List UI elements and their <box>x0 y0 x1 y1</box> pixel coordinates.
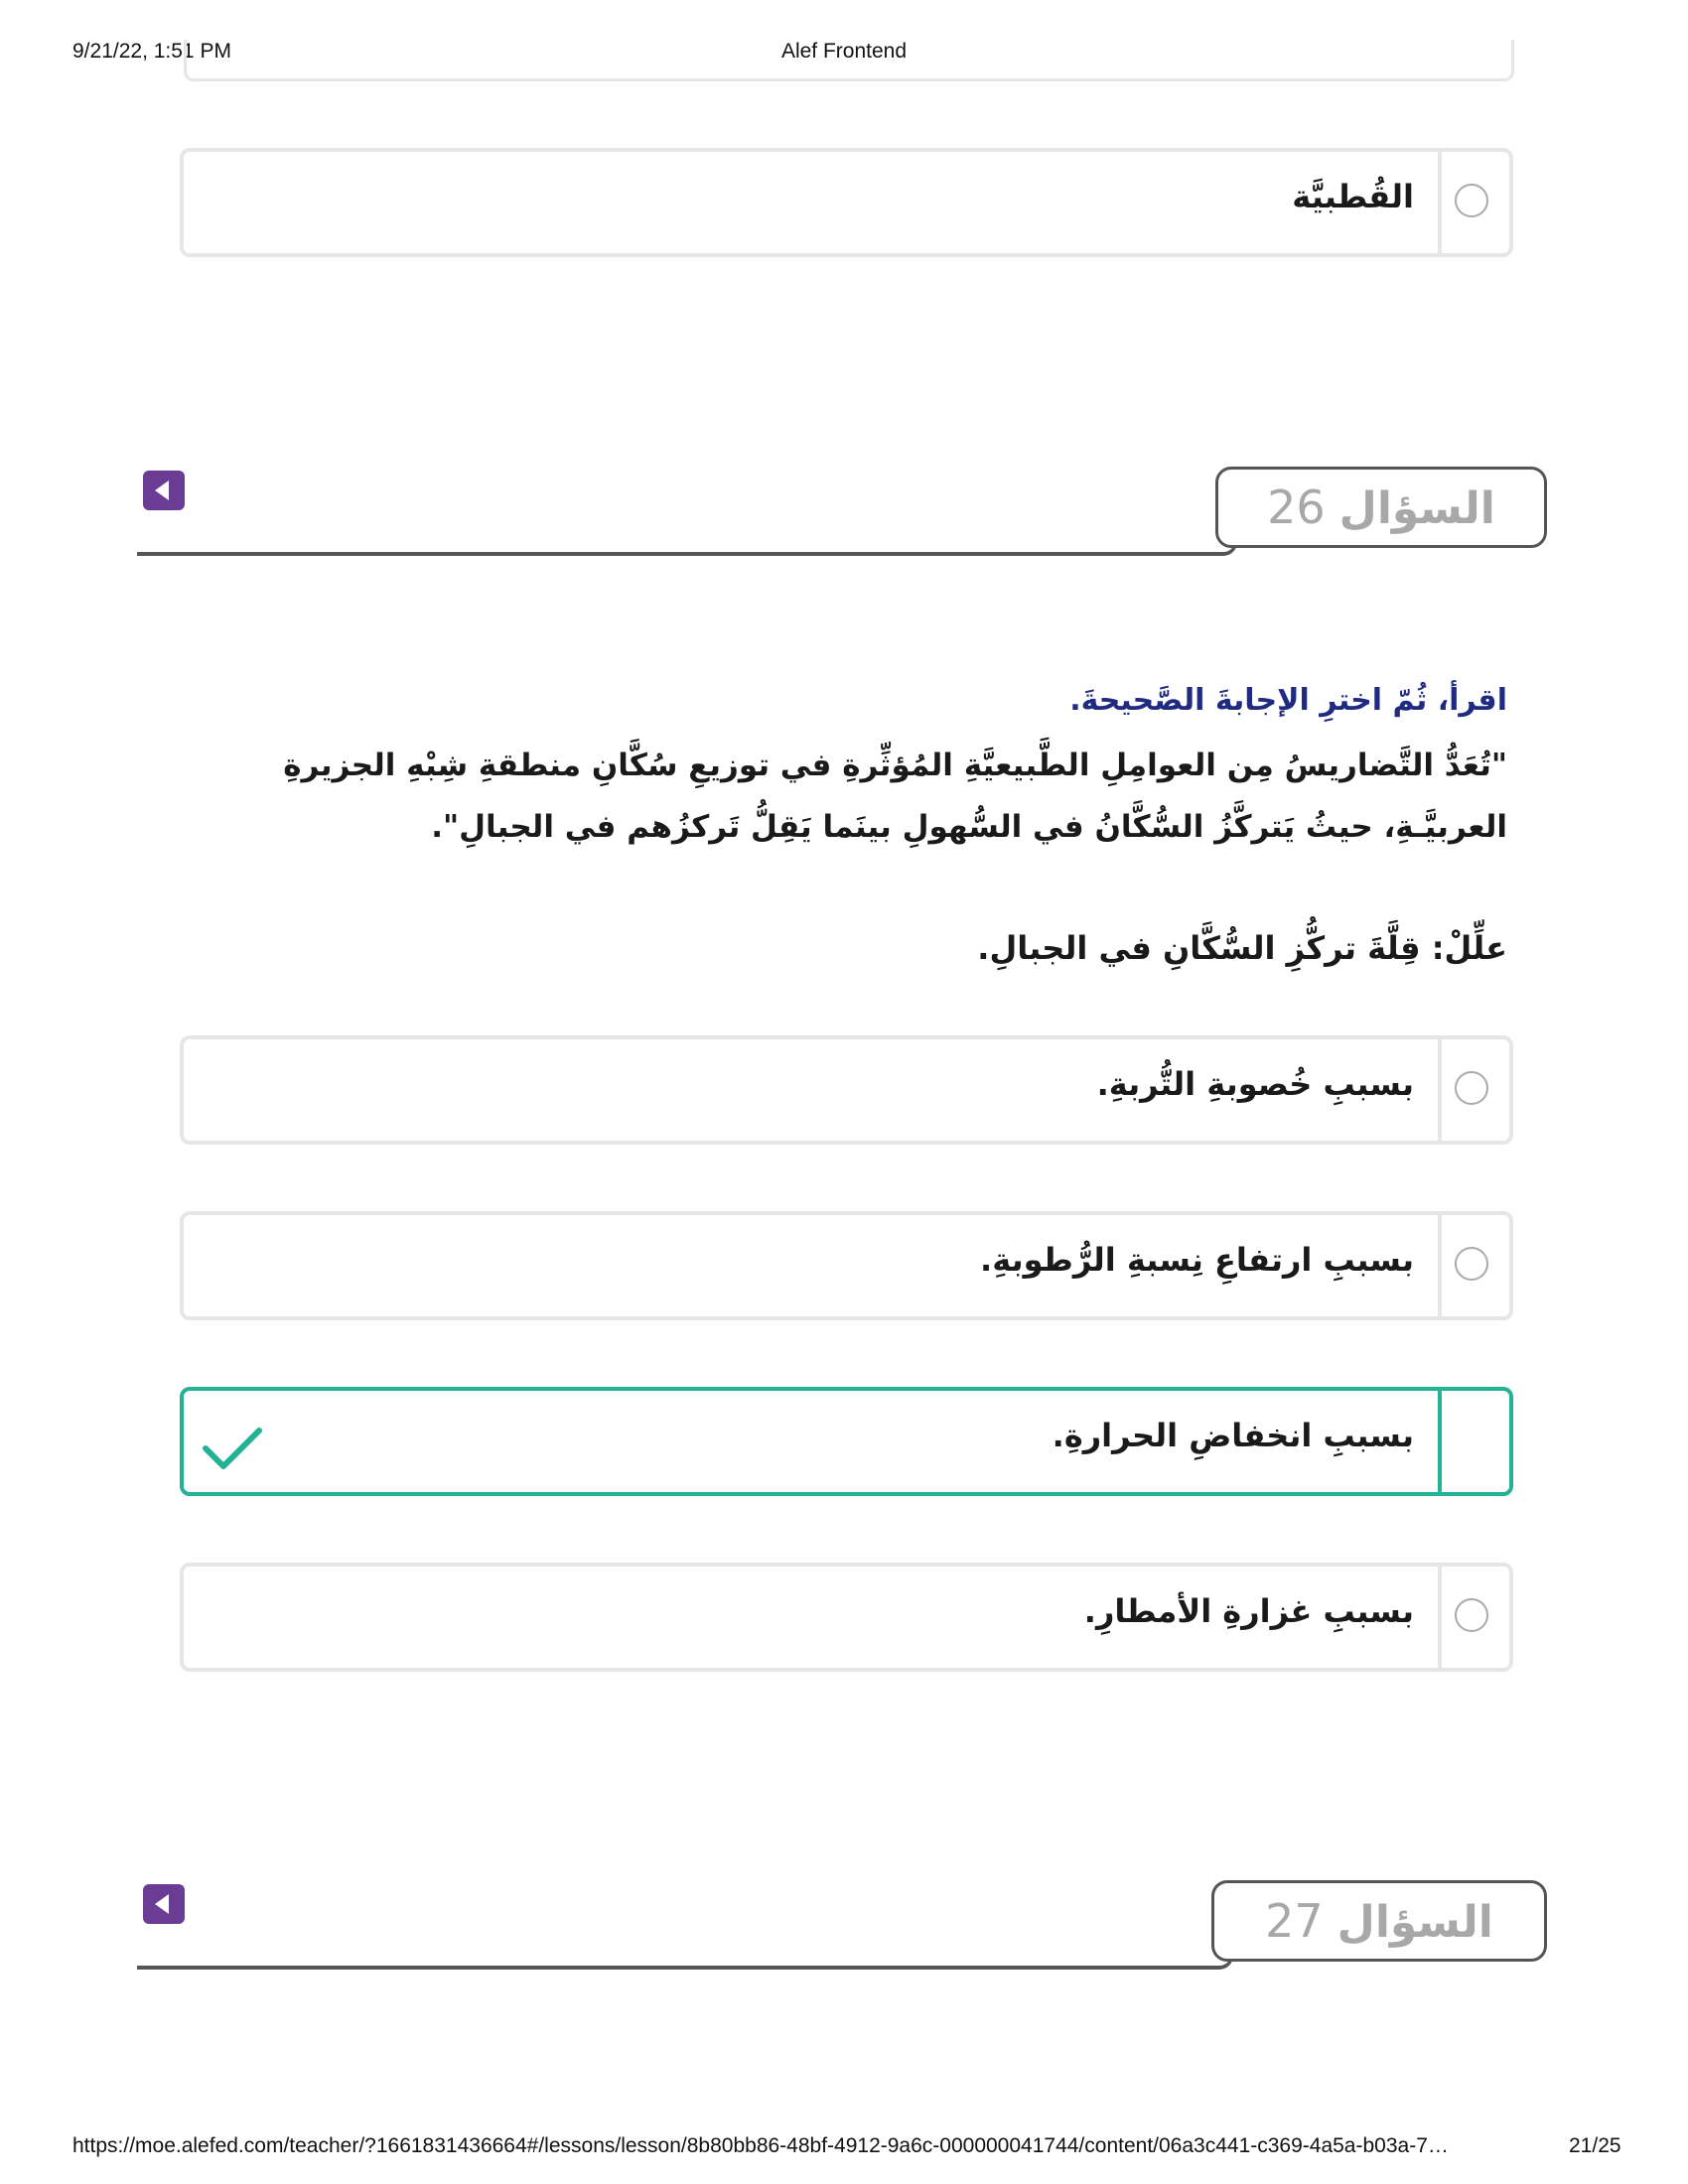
radio-empty-icon[interactable] <box>1455 184 1488 217</box>
check-icon <box>202 1425 263 1472</box>
radio-empty-icon[interactable] <box>1455 1071 1488 1105</box>
back-button[interactable] <box>143 1884 185 1924</box>
question-number-tab <box>1211 1880 1547 1962</box>
print-footer <box>0 2134 1688 2164</box>
question-label: السؤال <box>1338 483 1495 534</box>
header-underline <box>137 552 1219 556</box>
option-label: القُطبيَّة <box>1292 178 1414 215</box>
question-passage: "تُعَدُّ التَّضاريسُ مِن العوامِلِ الطَّبيعيَّةِ المُؤثِّرةِ في توزيعِ سُكَّانِ منطقةِ شِبْهِ الجزيرةِ العربيَّـةِ، حيثُ يَتركَّزُ السُّكَّانُ في السُّهولِ بينَما يَقِلُّ تَركزُهم في الجبالِ". <box>283 748 1507 845</box>
answer-option[interactable] <box>180 1035 1513 1145</box>
option-label: بسببِ خُصوبةِ التُّربةِ. <box>1096 1065 1414 1103</box>
question-number: 27 <box>1265 1894 1324 1948</box>
caret-left-icon <box>155 480 169 500</box>
question-prompt: علِّلْ: قِلَّةَ تركُّزِ السُّكَّانِ في الجبالِ. <box>977 929 1507 967</box>
header-underline <box>137 1966 1215 1970</box>
print-datetime: 9/21/22, 1:51 PM <box>72 40 231 63</box>
previous-option-card-remnant <box>184 40 1514 81</box>
option-label: بسببِ ارتفاعِ نِسبةِ الرُّطوبةِ. <box>980 1241 1414 1279</box>
caret-left-icon <box>155 1894 169 1914</box>
question-instruction: اقرأ، ثُمّ اخترِ الإجابةَ الصَّحيحةَ. <box>1069 683 1507 718</box>
radio-cell <box>1438 1567 1509 1668</box>
radio-empty-icon[interactable] <box>1455 1247 1488 1281</box>
answer-option[interactable] <box>180 1563 1513 1672</box>
answer-option-correct[interactable] <box>180 1387 1513 1496</box>
question-label: السؤال <box>1336 1897 1493 1948</box>
radio-cell <box>1438 1391 1509 1492</box>
print-page-number: 21/25 <box>1569 2134 1621 2157</box>
option-label: بسببِ غزارةِ الأمطارِ. <box>1083 1592 1414 1630</box>
radio-cell <box>1438 1039 1509 1141</box>
question-26-header <box>137 467 1547 556</box>
question-number: 26 <box>1267 480 1326 534</box>
radio-cell <box>1438 152 1509 253</box>
answer-option[interactable] <box>180 1211 1513 1320</box>
print-url: https://moe.alefed.com/teacher/?1661831436664#/lessons/lesson/8b80bb86-48bf-4912-9a6c-000000041744/content/06a3c441-c369-4a5a-b03a-7… <box>72 2134 1449 2157</box>
print-title: Alef Frontend <box>780 40 908 63</box>
radio-empty-icon[interactable] <box>1455 1598 1488 1632</box>
option-label: بسببِ انخفاضِ الحرارةِ. <box>1052 1417 1414 1454</box>
previous-option-card[interactable] <box>180 148 1513 257</box>
question-number-tab <box>1215 467 1547 548</box>
question-27-header <box>137 1880 1547 1970</box>
back-button[interactable] <box>143 471 185 510</box>
radio-cell <box>1438 1215 1509 1316</box>
